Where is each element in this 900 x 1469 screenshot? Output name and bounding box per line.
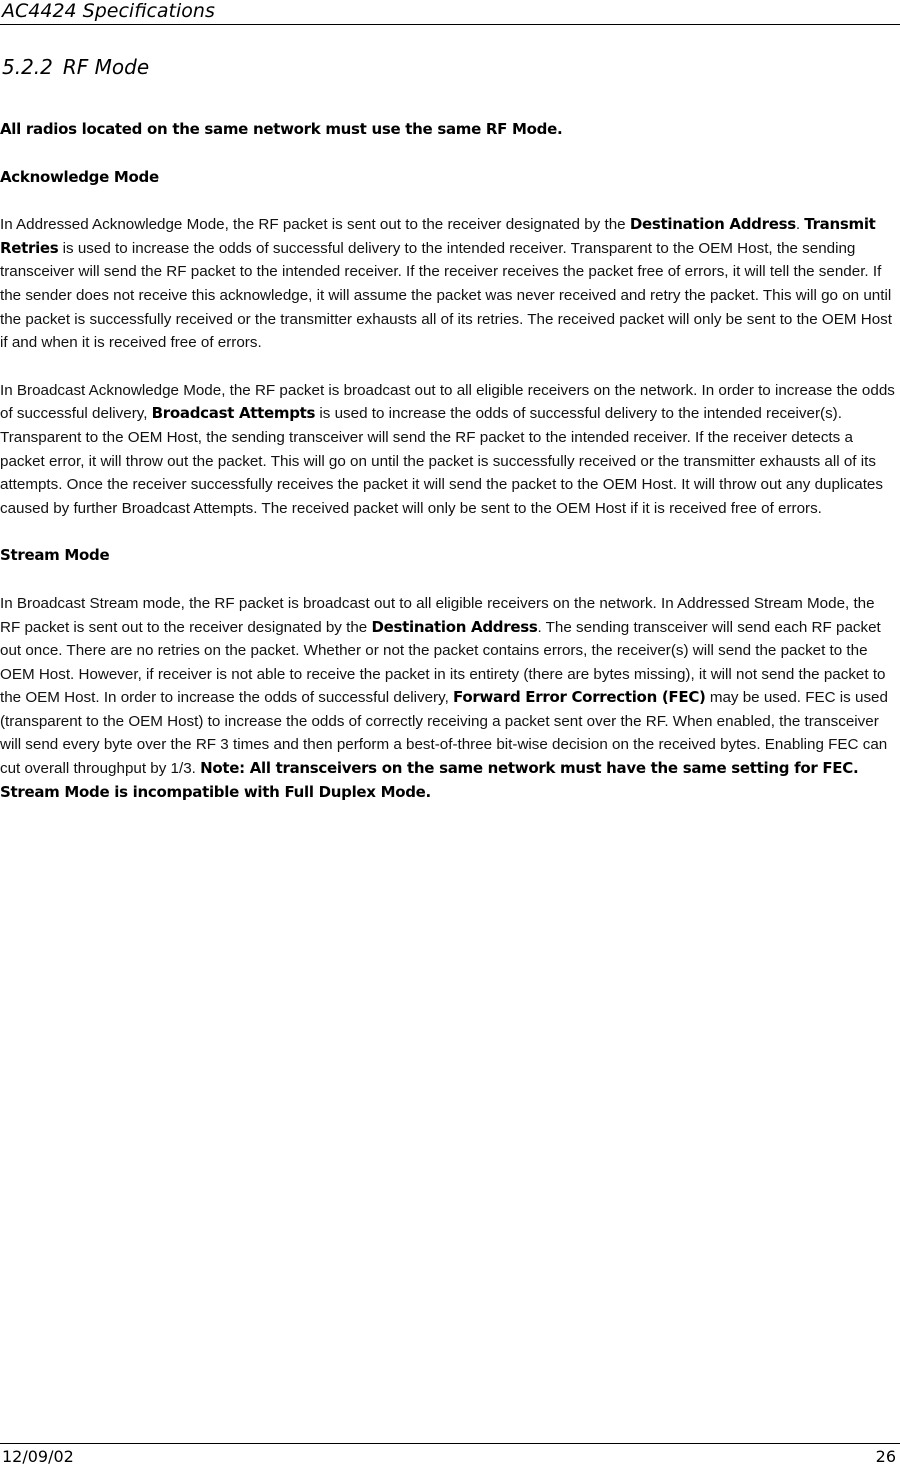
page-footer xyxy=(0,1443,900,1469)
text-run: . xyxy=(795,216,805,234)
text-run: In Broadcast Acknowledge Mode, the RF packet is broadcast out to all eligible receivers on the network. In order to increase the odds of successful delivery, xyxy=(0,381,895,423)
term-transmit-retries: Transmit Retries xyxy=(0,215,876,257)
body-content xyxy=(0,118,898,828)
term-forward-error-correction: Forward Error Correction (FEC) xyxy=(453,688,706,707)
term-destination-address: Destination Address xyxy=(629,215,796,234)
document-title: AC4424 Specifications xyxy=(2,0,215,22)
text-run: In Addressed Acknowledge Mode, the RF packet is sent out to the receiver designated by the xyxy=(0,216,630,234)
section-heading xyxy=(2,55,149,79)
text-run: In Broadcast Stream mode, the RF packet is broadcast out to all eligible receivers on the network. In Addressed Stream Mode, the RF packet is sent out to the receiver designated by the xyxy=(0,594,875,636)
term-broadcast-attempts: Broadcast Attempts xyxy=(151,404,316,423)
footer-date: 12/09/02 xyxy=(2,1447,74,1466)
stream-mode-paragraph xyxy=(0,592,898,804)
broadcast-acknowledge-paragraph xyxy=(0,379,898,521)
text-run: . The sending transceiver will send each RF packet out once. There are no retries on the packet. Whether or not the packet contains errors, the receiver(s) will send the packet to the OEM Host. However, if receiver is not able to receive the packet in its entirety (there are bytes missing), it will not send the packet to the OEM Host. In order to increase the odds of successful delivery, xyxy=(0,618,886,707)
text-run: is used to increase the odds of successful delivery to the intended receiver. Transparent to the OEM Host, the sending transceiver will send the RF packet to the intended receiver. If the receiver receives the packet free of errors, it will tell the sender. If the sender does not receive this acknowledge, it will assume the packet was never received and retry the packet. This will go on until the packet is successfully received or the transmitter exhausts all of its retries. The received packet will only be sent to the OEM Host if and when it is received free of errors. xyxy=(0,239,892,352)
fec-note: Note: All transceivers on the same network must have the same setting for FEC. Stream Mode is incompatible with Full Duplex Mode. xyxy=(0,759,859,801)
page-header xyxy=(0,0,900,25)
stream-mode-heading: Stream Mode xyxy=(0,546,110,565)
addressed-acknowledge-paragraph xyxy=(0,213,898,355)
lead-statement: All radios located on the same network must use the same RF Mode. xyxy=(0,120,563,138)
acknowledge-mode-heading: Acknowledge Mode xyxy=(0,167,159,186)
text-run: may be used. FEC is used (transparent to the OEM Host) to increase the odds of correctly receiving a packet sent over the RF. When enabled, the transceiver will send every byte over the RF 3 times and then perform a best-of-three bit-wise decision on the received bytes. Enabling FEC can cut overall throughput by 1/3. xyxy=(0,689,888,778)
text-run: is used to increase the odds of successful delivery to the intended receiver(s). Transparent to the OEM Host, the sending transceiver will send the RF packet to the intended receiver. If the receiver detects a packet error, it will throw out the packet. This will go on until the packet is successfully received or the transmitter exhausts all of its attempts. Once the receiver successfully receives the packet it will send the packet to the OEM Host. It will throw out any duplicates caused by further Broadcast Attempts. The received packet will only be sent to the OEM Host if it is received free of errors. xyxy=(0,405,883,517)
section-number: 5.2.2 xyxy=(2,55,53,79)
term-destination-address: Destination Address xyxy=(371,617,538,636)
section-title: RF Mode xyxy=(62,55,150,79)
page-number: 26 xyxy=(875,1447,896,1466)
